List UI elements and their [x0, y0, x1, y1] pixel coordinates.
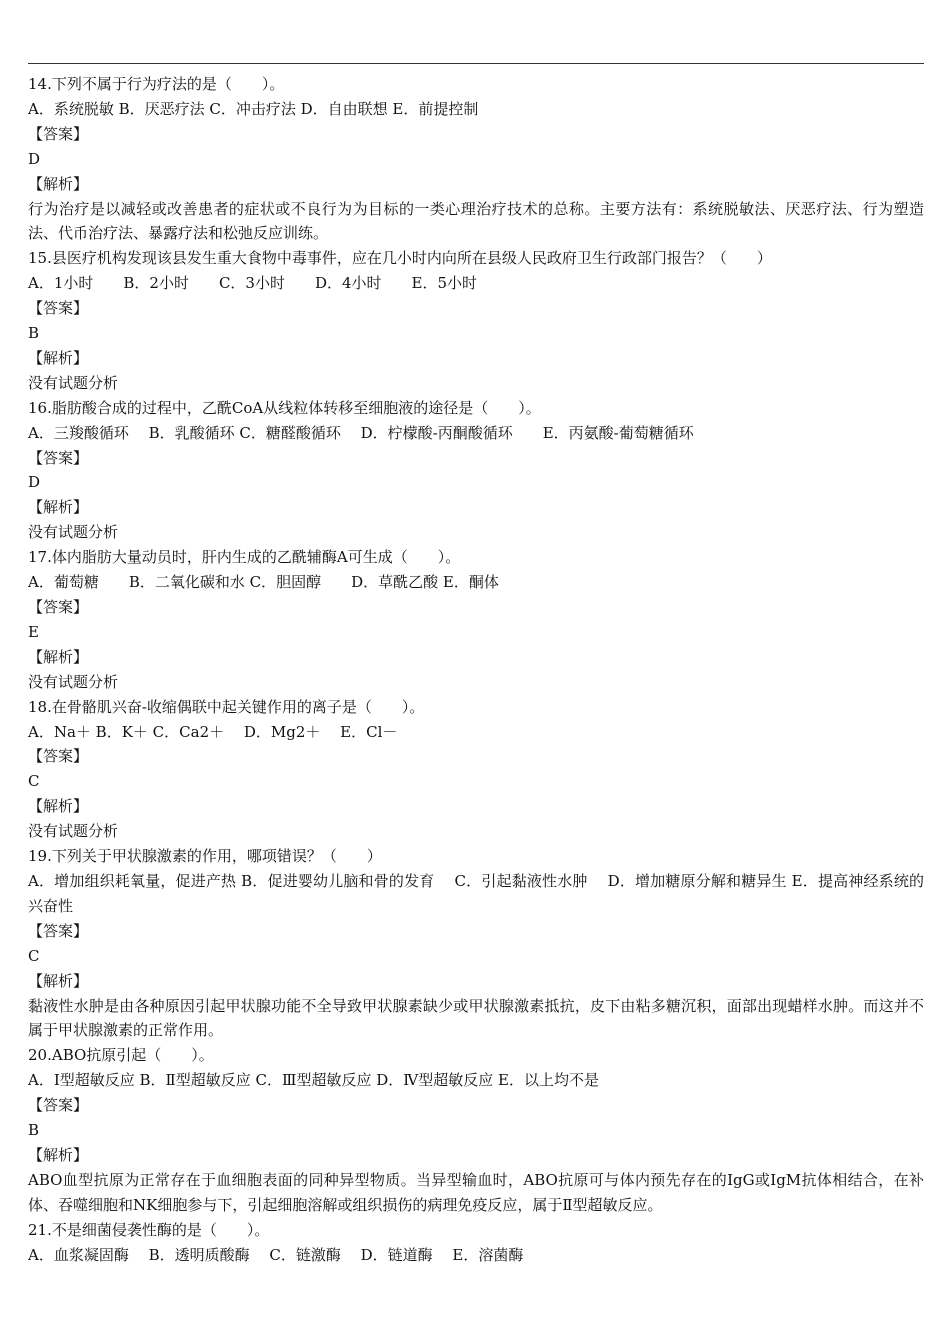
question-20-options: A．Ⅰ型超敏反应 B．Ⅱ型超敏反应 C．Ⅲ型超敏反应 D．Ⅳ型超敏反应 E．以上均不是 [28, 1071, 599, 1090]
question-16-answer-label: 【答案】 [28, 448, 89, 467]
question-18-options: A．Na＋ B．K＋ C．Ca2＋ D．Mg2＋ E．Cl－ [28, 722, 398, 741]
question-15-analysis: 没有试题分析 [28, 373, 119, 392]
question-19-analysis: 黏液性水肿是由各种原因引起甲状腺功能不全导致甲状腺素缺少或甲状腺激素抵抗，皮下由粘多糖沉积，面部出现蜡样水肿。而这并不属于甲状腺激素的正常作用。 [28, 996, 924, 1040]
question-17-answer: E [28, 622, 39, 641]
question-14-analysis: 行为治疗是以减轻或改善患者的症状或不良行为为目标的一类心理治疗技术的总称。主要方法有：系统脱敏法、厌恶疗法、行为塑造法、代币治疗法、暴露疗法和松弛反应训练。 [28, 199, 924, 243]
question-17-analysis-label: 【解析】 [28, 647, 89, 666]
question-21-options: A．血浆凝固酶 B．透明质酸酶 C．链激酶 D．链道酶 E．溶菌酶 [28, 1245, 524, 1264]
question-list [28, 72, 924, 1267]
question-17-text: 17.体内脂肪大量动员时，肝内生成的乙酰辅酶A可生成（ ）。 [28, 548, 461, 567]
question-14-answer: D [28, 149, 41, 168]
question-20-analysis: ABO血型抗原为正常存在于血细胞表面的同种异型物质。当异型输血时，ABO抗原可与体内预先存在的IgG或IgM抗体相结合，在补体、吞噬细胞和NK细胞参与下，引起细胞溶解或组织损伤的病理免疫反应，属于Ⅱ型超敏反应。 [28, 1170, 924, 1214]
question-20-answer: B [28, 1121, 40, 1140]
question-15-answer-label: 【答案】 [28, 299, 89, 318]
question-15-options: A．1小时 B．2小时 C．3小时 D．4小时 E．5小时 [28, 274, 478, 293]
question-17-options: A．葡萄糖 B．二氧化碳和水 C．胆固醇 D．草酰乙酸 E．酮体 [28, 573, 499, 592]
question-16-answer: D [28, 473, 41, 492]
question-17-answer-label: 【答案】 [28, 598, 89, 617]
question-16-analysis: 没有试题分析 [28, 523, 119, 542]
question-18-answer-label: 【答案】 [28, 747, 89, 766]
question-21-text: 21.不是细菌侵袭性酶的是（ ）。 [28, 1220, 270, 1239]
question-18-text: 18.在骨骼肌兴奋-收缩偶联中起关键作用的离子是（ ）。 [28, 697, 425, 716]
question-18-analysis: 没有试题分析 [28, 822, 119, 841]
question-19-answer-label: 【答案】 [28, 921, 89, 940]
question-14-analysis-label: 【解析】 [28, 174, 89, 193]
question-18-answer: C [28, 772, 40, 791]
question-20-answer-label: 【答案】 [28, 1096, 89, 1115]
question-16-text: 16.脂肪酸合成的过程中，乙酰CoA从线粒体转移至细胞液的途径是（ ）。 [28, 398, 541, 417]
question-18-analysis-label: 【解析】 [28, 797, 89, 816]
question-15-answer: B [28, 324, 40, 343]
question-15-analysis-label: 【解析】 [28, 348, 89, 367]
question-14-answer-label: 【答案】 [28, 124, 89, 143]
question-17-analysis: 没有试题分析 [28, 672, 119, 691]
question-16-analysis-label: 【解析】 [28, 498, 89, 517]
question-19-analysis-label: 【解析】 [28, 971, 89, 990]
header-rule [28, 63, 924, 64]
question-19-text: 19.下列关于甲状腺激素的作用，哪项错误？（ ） [28, 847, 382, 866]
question-16-options: A．三羧酸循环 B．乳酸循环 C．糖醛酸循环 D．柠檬酸-丙酮酸循环 E．丙氨酸-葡萄糖循环 [28, 423, 694, 442]
question-19-answer: C [28, 946, 40, 965]
question-20-text: 20.ABO抗原引起（ ）。 [28, 1046, 214, 1065]
question-14-options: A．系统脱敏 B．厌恶疗法 C．冲击疗法 D．自由联想 E．前提控制 [28, 99, 479, 118]
question-19-options: A．增加组织耗氧量，促进产热 B．促进婴幼儿脑和骨的发育 C．引起黏液性水肿 D．增加糖原分解和糖异生 E．提高神经系统的兴奋性 [28, 871, 924, 915]
question-14-text: 14.下列不属于行为疗法的是（ ）。 [28, 75, 285, 93]
question-20-analysis-label: 【解析】 [28, 1145, 89, 1164]
question-15-text: 15.县医疗机构发现该县发生重大食物中毒事件，应在几小时内向所在县级人民政府卫生行政部门报告？（ ） [28, 249, 772, 268]
